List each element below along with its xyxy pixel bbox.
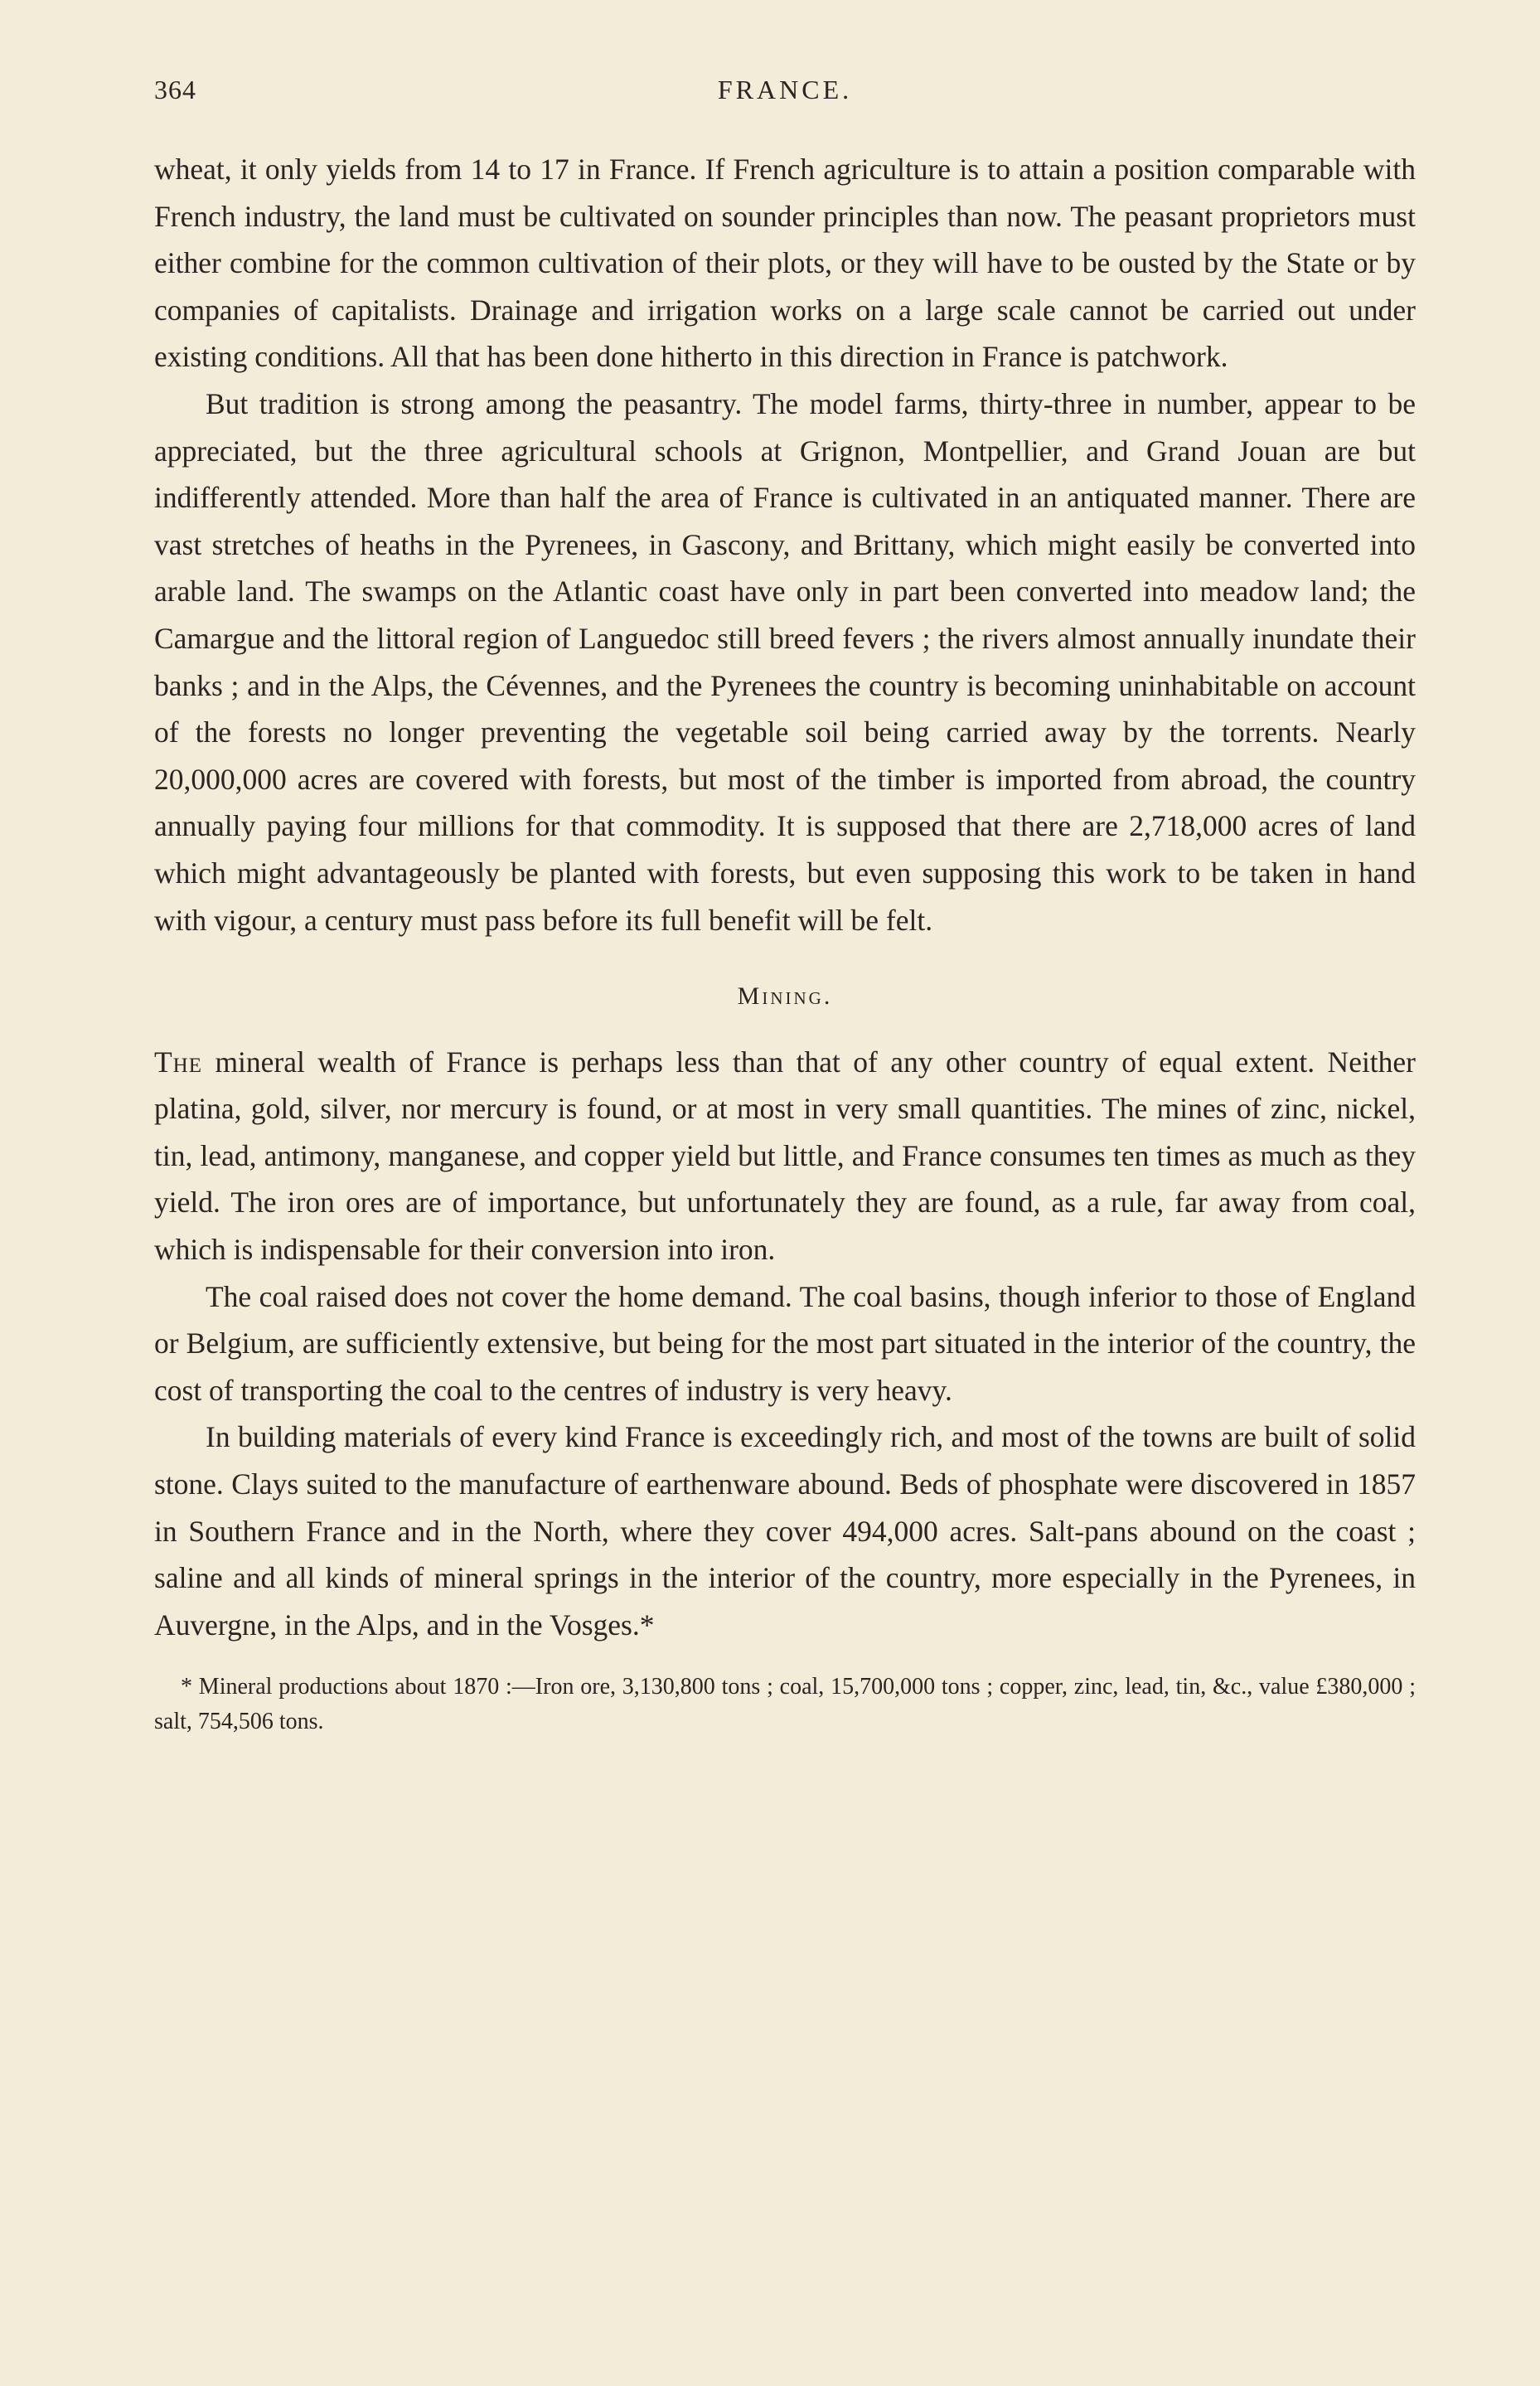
lead-word: The (154, 1045, 203, 1079)
section-heading-mining: Mining. (737, 982, 833, 1011)
paragraph-mineral-wealth (154, 1039, 1416, 1273)
page-number: 364 (154, 75, 196, 104)
paragraph-tradition: But tradition is strong among the peasantry. The model farms, thirty-three in number, appear to be appreciated, but the three agricultural schools at Grignon, Montpellier, and Grand Jouan are but indifferently attended. More than half the area of France is cultivated in an antiquated manner. There are vast stretches of heaths in the Pyrenees, in Gascony, and Brittany, which might easily be converted into arable land. The swamps on the Atlantic coast have only in part been converted into meadow land; the Camargue and the littoral region of Languedoc still breed fevers ; the rivers almost annually inundate their banks ; and in the Alps, the Cévennes, and the Pyrenees the country is becoming uninhabitable on account of the forests no longer preventing the vegetable soil being carried away by the torrents. Nearly 20,000,000 acres are covered with forests, but most of the timber is imported from abroad, the country annually paying four millions for that commodity. It is supposed that there are 2,718,000 acres of land which might advantageously be planted with forests, but even supposing this work to be taken in hand with vigour, a century must pass before its full benefit will be felt. (154, 386, 1416, 937)
paragraph-coal: The coal raised does not cover the home demand. The coal basins, though inferior to those of England or Belgium, are sufficiently extensive, but being for the most part situated in the interior of the country, the cost of transporting the coal to the centres of industry is very heavy. (154, 1279, 1416, 1407)
paragraph-building-materials: In building materials of every kind France is exceedingly rich, and most of the towns are built of solid stone. Clays suited to the manufacture of earthenware abound. Beds of phosphate were discovered in 1857 in Southern France and in the North, where they cover 494,000 acres. Salt-pans abound on the coast ; saline and all kinds of mineral springs in the interior of the country, more especially in the Pyrenees, in Auvergne, in the Alps, and in the Vosges.* (154, 1420, 1416, 1642)
running-head (154, 75, 1416, 116)
footnote: * Mineral productions about 1870 :—Iron ore, 3,130,800 tons ; coal, 15,700,000 tons ; copper, zinc, lead, tin, &c., value £380,000 ; salt, 754,506 tons. (154, 1674, 1416, 1735)
paragraph-agriculture-continued: wheat, it only yields from 14 to 17 in France. If French agriculture is to attain a position comparable with French industry, the land must be cultivated on sounder principles than now. The peasant proprietors must either combine for the common cultivation of their plots, or they will have to be ousted by the State or by companies of capitalists. Drainage and irrigation works on a large scale cannot be carried out under existing conditions. All that has been done hitherto in this direction in France is patchwork. (154, 153, 1416, 374)
body-text (154, 146, 1416, 1739)
paragraph-mineral-wealth-text: mineral wealth of France is perhaps less than that of any other country of equal extent. Neither platina, gold, silver, nor mercury is found, or at most in very small quantities. The mines of zinc, nickel, tin, lead, antimony, manganese, and copper yield but little, and France consumes ten times as much as they yield. The iron ores are of importance, but unfortunately they are found, as a rule, far away from coal, which is indispensable for their conversion into iron. (154, 1045, 1416, 1267)
running-title: FRANCE. (717, 75, 853, 104)
